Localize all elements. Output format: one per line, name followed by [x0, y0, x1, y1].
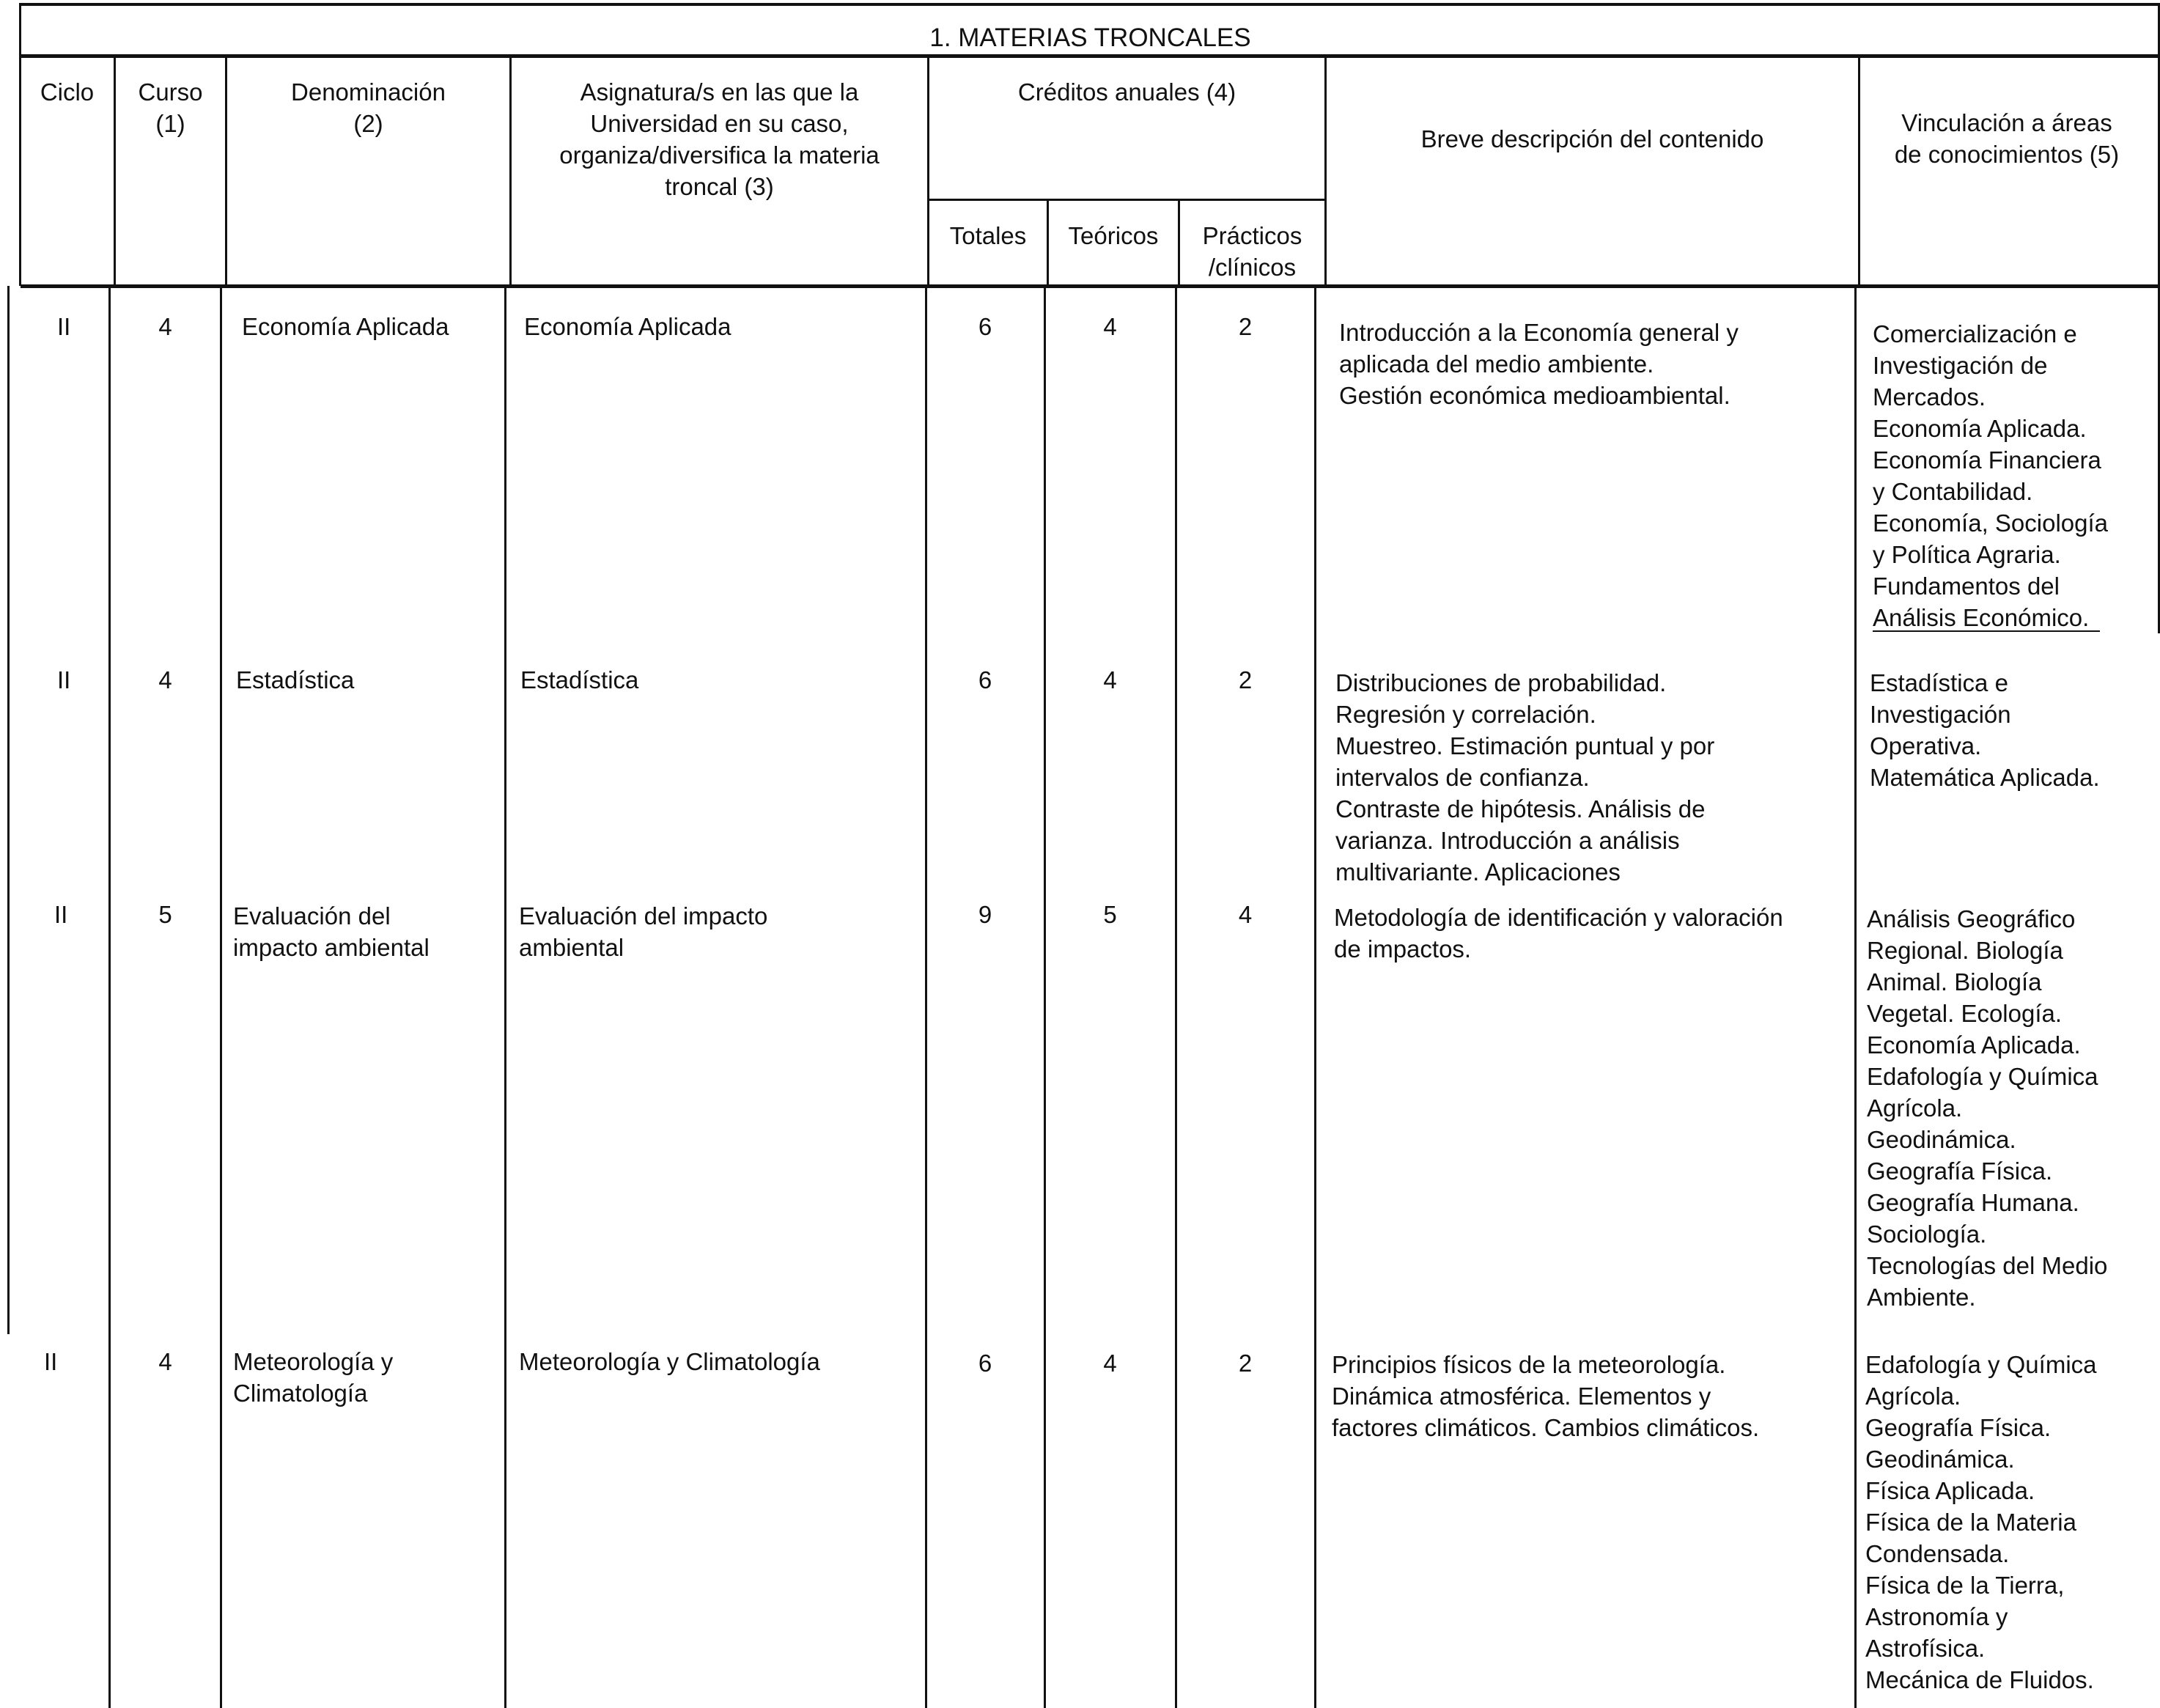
cell-practicos: 2 — [1238, 1350, 1253, 1377]
cell-descripcion: Distribuciones de probabilidad. Regresión y correlación. Muestreo. Estimación puntual y por intervalos de confianza. Contraste de hipótesis. Análisis de varianza. Introducción a análisis multivariante. Aplicaciones — [1335, 669, 1715, 886]
cell-curso: 4 — [158, 313, 172, 340]
cell-curso: 4 — [158, 666, 172, 693]
cell-totales: 6 — [978, 666, 992, 693]
header-divider — [1324, 57, 1327, 286]
header-totales: Totales — [949, 222, 1027, 249]
cell-totales: 9 — [978, 901, 992, 928]
header-creditos: Créditos anuales (4) — [1017, 78, 1236, 106]
title-bottom-border — [21, 54, 2160, 58]
cell-ciclo: II — [57, 666, 71, 693]
cell-denominacion: Estadística — [236, 666, 355, 693]
header-denominacion: Denominación (2) — [291, 78, 446, 137]
table-top-border — [21, 3, 2160, 6]
body-divider — [1854, 287, 1857, 1708]
cell-areas: Edafología y Química Agrícola. Geografía Física. Geodinámica. Física Aplicada. Física de la Materia Condensada. Física de la Tierra, Astronomía y Astrofísica. Mecánica de Fluidos. — [1865, 1351, 2097, 1693]
cell-ciclo: II — [57, 313, 71, 340]
credits-subheader-line — [927, 199, 1324, 201]
cell-descripcion: Principios físicos de la meteorología. Dinámica atmosférica. Elementos y factores climáticos. Cambios climáticos. — [1332, 1351, 1760, 1441]
body-divider — [1314, 287, 1316, 1708]
cell-denominacion: Evaluación del impacto ambiental — [233, 902, 430, 961]
header-practicos: Prácticos /clínicos — [1202, 222, 1302, 281]
header-divider — [1858, 57, 1860, 286]
cell-areas: Análisis Geográfico Regional. Biología Animal. Biología Vegetal. Ecología. Economía Aplicada. Edafología y Química Agrícola. Geodinámica. Geografía Física. Geografía Humana. Sociología. Tecnologías del Medio Ambiente. — [1867, 905, 2108, 1311]
header-curso: Curso (1) — [138, 78, 203, 137]
cell-teoricos: 4 — [1103, 313, 1117, 340]
cell-practicos: 2 — [1238, 313, 1253, 340]
header-teoricos: Teóricos — [1068, 222, 1159, 249]
body-divider — [220, 287, 222, 1708]
cell-denominacion: Economía Aplicada — [242, 313, 449, 340]
header-bottom-border — [21, 284, 2160, 288]
cell-totales: 6 — [978, 1350, 992, 1377]
cell-ciclo: II — [54, 901, 68, 928]
cell-asignatura: Economía Aplicada — [524, 313, 731, 340]
cell-descripcion: Introducción a la Economía general y aplicada del medio ambiente. Gestión económica medioambiental. — [1339, 319, 1739, 409]
body-divider — [1044, 287, 1046, 1708]
header-descripcion: Breve descripción del contenido — [1420, 125, 1764, 152]
cell-asignatura: Meteorología y Climatología — [519, 1348, 820, 1375]
cell-ciclo: II — [44, 1348, 58, 1375]
left-frame-line-body — [7, 286, 10, 1334]
body-divider — [504, 287, 506, 1708]
body-divider — [1175, 287, 1177, 1708]
cell-practicos: 4 — [1238, 901, 1253, 928]
header-vinculacion: Vinculación a áreas de conocimientos (5) — [1894, 109, 2120, 168]
cell-curso: 5 — [158, 901, 172, 928]
body-divider — [108, 287, 111, 1708]
cell-practicos: 2 — [1238, 666, 1253, 693]
header-asignatura: Asignatura/s en las que la Universidad en su caso, organiza/diversifica la materia troncal (3) — [559, 78, 880, 200]
cell-denominacion: Meteorología y Climatología — [233, 1348, 394, 1407]
cell-totales: 6 — [978, 313, 992, 340]
cell-teoricos: 5 — [1103, 901, 1117, 928]
table-title: 1. MATERIAS TRONCALES — [929, 23, 1251, 52]
cell-teoricos: 4 — [1103, 666, 1117, 693]
cell-asignatura: Estadística — [520, 666, 639, 693]
cell-descripcion: Metodología de identificación y valoración de impactos. — [1334, 904, 1783, 962]
cell-asignatura: Evaluación del impacto ambiental — [519, 902, 768, 961]
cell-curso: 4 — [158, 1348, 172, 1375]
body-divider — [925, 287, 927, 1708]
cell-teoricos: 4 — [1103, 1350, 1117, 1377]
cell-areas: Estadística e Investigación Operativa. Matemática Aplicada. — [1870, 669, 2100, 791]
cell-areas: Comercialización e Investigación de Mercados. Economía Aplicada. Economía Financiera y Contabilidad. Economía, Sociología y Política Agraria. Fundamentos del Análisis Económico. — [1873, 320, 2109, 631]
header-ciclo: Ciclo — [40, 78, 95, 106]
